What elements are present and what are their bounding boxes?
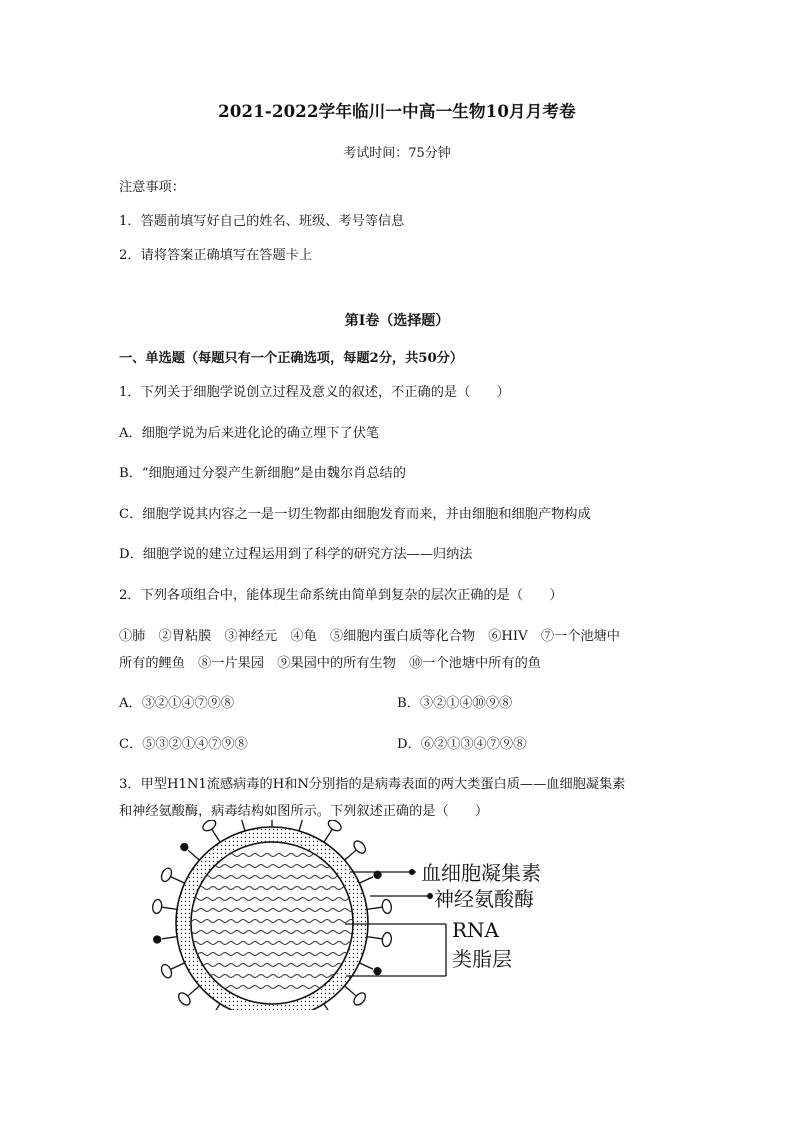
spike-stem <box>162 907 177 909</box>
q3-stem-line2: 和神经氨酸酶，病毒结构如图所示。下列叙述正确的是（ ） <box>119 804 489 819</box>
part-title: 一、单选题（每题只有一个正确选项，每题2分，共50分） <box>119 351 464 366</box>
hemagglutinin-spike-head <box>381 932 392 947</box>
hemagglutinin-spike-head <box>152 899 163 914</box>
label-lipid-layer: 类脂层 <box>452 947 512 971</box>
spike-stem <box>345 986 356 996</box>
notice-item-2: 2．请将答案正确填写在答题卡上 <box>119 248 313 263</box>
hemagglutinin-spike-head <box>326 820 343 833</box>
rna-core <box>191 842 353 1004</box>
spike-stem <box>212 1004 220 1010</box>
hemagglutinin-spike-head <box>159 963 173 979</box>
q3-stem-line1: 3．甲型H1N1流感病毒的H和N分别指的是病毒表面的两大类蛋白质——血细胞凝集素 <box>119 777 626 792</box>
label-neuraminidase: 神经氨酸酶 <box>434 887 534 911</box>
hemagglutinin-spike-head <box>176 991 192 1007</box>
spike-stem <box>188 986 199 996</box>
q1-stem: 1．下列关于细胞学说创立过程及意义的叙述，不正确的是（ ） <box>119 385 510 400</box>
q2-option-b: B．③②①④⑩⑨⑧ <box>397 696 513 711</box>
hemagglutinin-spike-head <box>159 867 173 883</box>
neuraminidase-spike-head <box>373 967 382 976</box>
q1-option-a: A．细胞学说为后来进化论的确立埋下了伏笔 <box>119 426 380 441</box>
spike-stem <box>171 963 185 969</box>
virus-structure-figure <box>0 820 794 1010</box>
neuraminidase-spike-head <box>153 936 161 944</box>
spike-stem <box>324 1004 332 1010</box>
hemagglutinin-leader-dot <box>409 869 415 875</box>
notice-item-1: 1．答题前填写好自己的姓名、班级、考号等信息 <box>119 214 405 229</box>
spike-stem <box>359 877 373 883</box>
q2-items-line1: ①肺 ②胃粘膜 ③神经元 ④龟 ⑤细胞内蛋白质等化合物 ⑥HIV ⑦一个池塘中 <box>119 629 620 644</box>
neuraminidase-leader-dot <box>427 893 433 899</box>
hemagglutinin-spike-head <box>352 839 368 855</box>
q2-option-d: D．⑥②①③④⑦⑨⑧ <box>397 737 527 752</box>
spike-stem <box>299 820 303 831</box>
label-hemagglutinin: 血细胞凝集素 <box>421 861 541 885</box>
q1-option-c: C．细胞学说其内容之一是一切生物都由细胞发育而来，并由细胞和细胞产物构成 <box>119 507 591 522</box>
q2-option-a: A．③②①④⑦⑨⑧ <box>119 696 235 711</box>
section-title: 第I卷（选择题） <box>344 313 450 329</box>
spike-stem <box>171 877 185 883</box>
q1-option-d: D．细胞学说的建立过程运用到了科学的研究方法——归纳法 <box>119 547 473 562</box>
exam-title: 2021-2022学年临川一中高一生物10月月考卷 <box>218 102 576 121</box>
q2-items-line2: 所有的鲤鱼 ⑧一片果园 ⑨果园中的所有生物 ⑩一个池塘中所有的鱼 <box>119 656 541 671</box>
hemagglutinin-spike-head <box>381 899 392 914</box>
q2-option-c: C．⑤③②①④⑦⑨⑧ <box>119 737 248 752</box>
spike-stem <box>367 937 382 939</box>
q2-stem: 2．下列各项组合中，能体现生命系统由简单到复杂的层次正确的是（ ） <box>119 588 563 603</box>
exam-time: 考试时间：75分钟 <box>343 146 451 161</box>
spike-stem <box>359 963 373 969</box>
q1-option-b: B．“细胞通过分裂产生新细胞”是由魏尔肖总结的 <box>119 466 406 481</box>
spike-stem <box>212 830 220 843</box>
spike-stem <box>324 830 332 843</box>
hemagglutinin-spike-head <box>352 991 368 1007</box>
hemagglutinin-spike-head <box>201 820 218 833</box>
notice-heading: 注意事项： <box>119 180 185 195</box>
neuraminidase-spike-head <box>179 842 189 852</box>
spike-stem <box>367 907 382 909</box>
spike-stem <box>162 937 177 939</box>
label-rna: RNA <box>452 918 500 942</box>
spike-stem <box>345 850 356 860</box>
spike-stem <box>188 850 199 860</box>
spike-stem <box>241 820 245 831</box>
